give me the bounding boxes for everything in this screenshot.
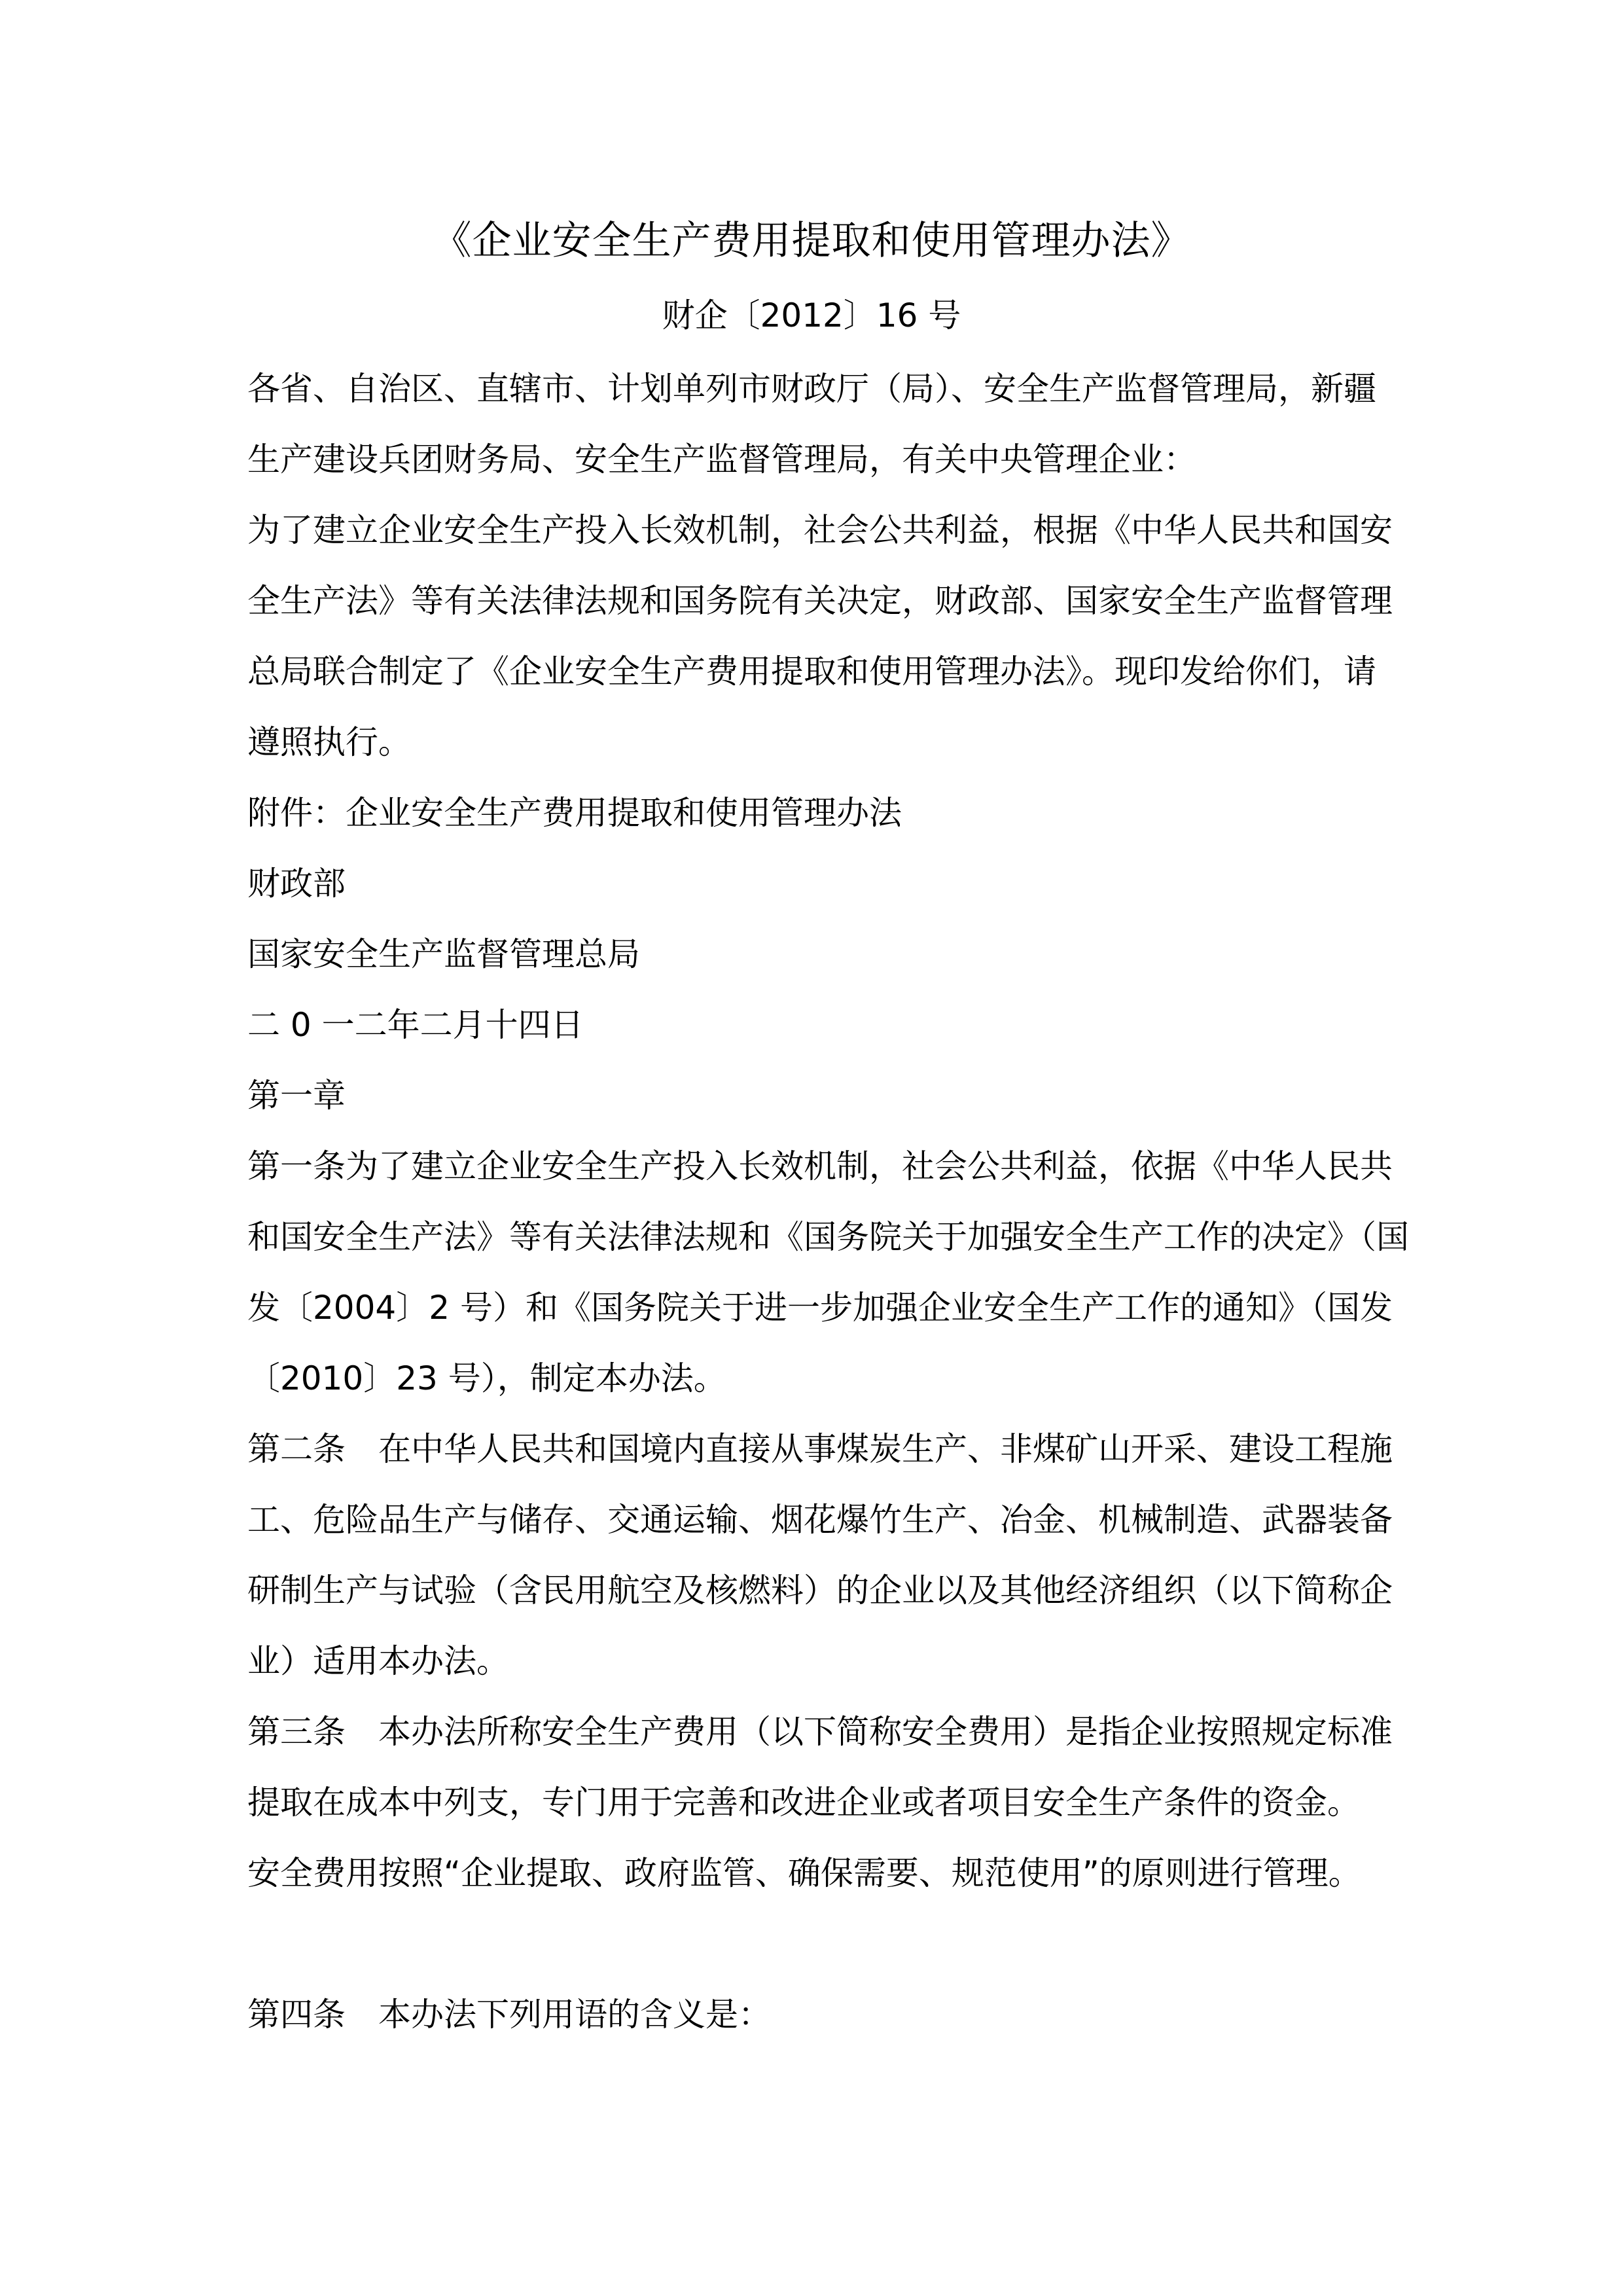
article-2-line-4: 业）适用本办法。 bbox=[247, 1642, 509, 1680]
article-4-line-1: 第四条 本办法下列用语的含义是： bbox=[247, 1996, 771, 2034]
issuer-finance-ministry: 财政部 bbox=[247, 865, 346, 903]
article-3-line-3: 安全费用按照“企业提取、政府监管、确保需要、规范使用”的原则进行管理。 bbox=[247, 1854, 1361, 1892]
article-1-line-2: 和国安全生产法》等有关法律法规和《国务院关于加强安全生产工作的决定》（国 bbox=[247, 1218, 1409, 1256]
article-1-line-1: 第一条为了建立企业安全生产投入长效机制，社会公共利益，依据《中华人民共 bbox=[247, 1147, 1393, 1185]
blank-line bbox=[247, 1909, 1425, 1979]
document-number: 财企〔2012〕16 号 bbox=[662, 296, 961, 334]
article-2-line-1: 第二条 在中华人民共和国境内直接从事煤炭生产、非煤矿山开采、建设工程施 bbox=[247, 1430, 1393, 1468]
chapter-heading: 第一章 bbox=[247, 1077, 346, 1115]
notice-line-4: 遵照执行。 bbox=[247, 723, 411, 761]
article-1-line-4: 〔2010〕23 号），制定本办法。 bbox=[247, 1359, 726, 1397]
attachment-line: 附件：企业安全生产费用提取和使用管理办法 bbox=[247, 794, 902, 832]
document-title: 《企业安全生产费用提取和使用管理办法》 bbox=[432, 218, 1191, 264]
addressee-line-2: 生产建设兵团财务局、安全生产监督管理局，有关中央管理企业： bbox=[247, 440, 1196, 478]
article-2-line-3: 研制生产与试验（含民用航空及核燃料）的企业以及其他经济组织（以下简称企 bbox=[247, 1571, 1393, 1609]
issue-date: 二 0 一二年二月十四日 bbox=[247, 1006, 584, 1044]
notice-line-3: 总局联合制定了《企业安全生产费用提取和使用管理办法》。现印发给你们，请 bbox=[247, 653, 1376, 691]
article-3-line-1: 第三条 本办法所称安全生产费用（以下简称安全费用）是指企业按照规定标准 bbox=[247, 1713, 1393, 1751]
notice-line-2: 全生产法》等有关法律法规和国务院有关决定，财政部、国家安全生产监督管理 bbox=[247, 582, 1393, 620]
article-1-line-3: 发〔2004〕2 号）和《国务院关于进一步加强企业安全生产工作的通知》（国发 bbox=[247, 1289, 1393, 1327]
notice-line-1: 为了建立企业安全生产投入长效机制，社会公共利益，根据《中华人民共和国安 bbox=[247, 511, 1393, 549]
addressee-line-1: 各省、自治区、直辖市、计划单列市财政厅（局）、安全生产监督管理局，新疆 bbox=[247, 370, 1376, 408]
issuer-safety-administration: 国家安全生产监督管理总局 bbox=[247, 935, 640, 973]
article-3-line-2: 提取在成本中列支，专门用于完善和改进企业或者项目安全生产条件的资金。 bbox=[247, 1784, 1360, 1821]
article-2-line-2: 工、危险品生产与储存、交通运输、烟花爆竹生产、冶金、机械制造、武器装备 bbox=[247, 1501, 1393, 1539]
document-body bbox=[247, 353, 1425, 2050]
